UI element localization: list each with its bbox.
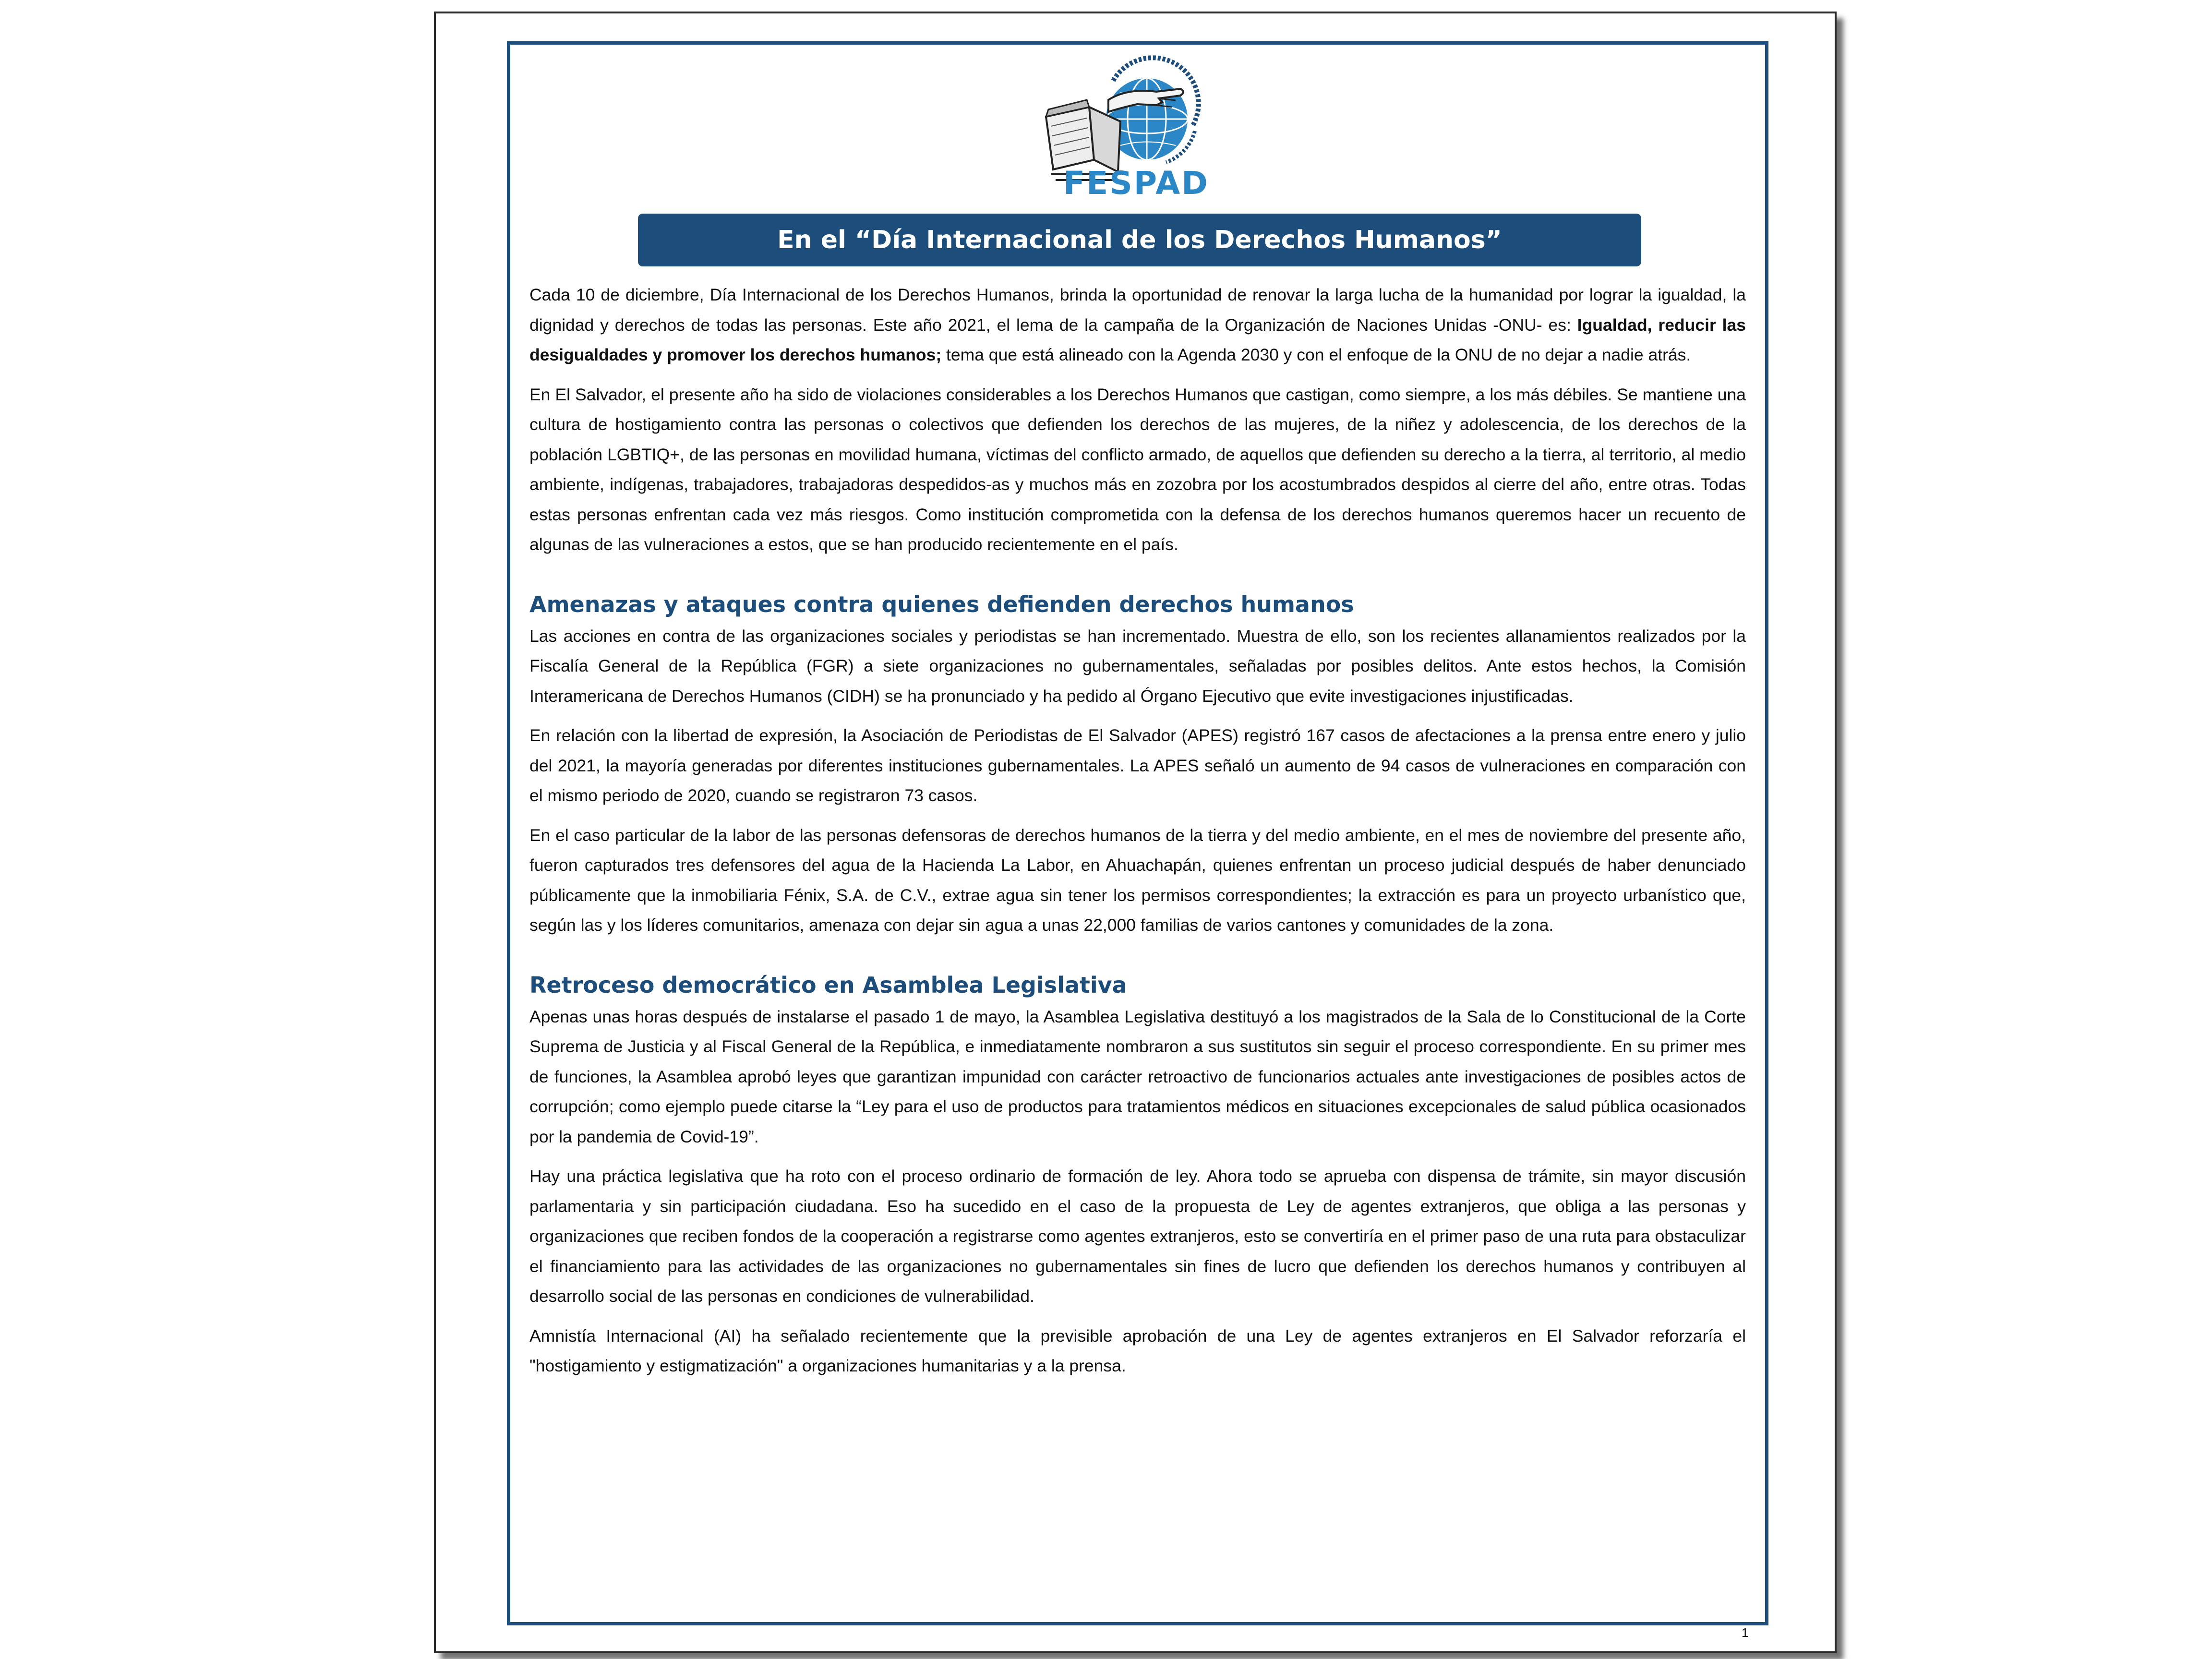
- intro-paragraph-2: En El Salvador, el presente año ha sido de violaciones considerables a los Derechos Humanos que castigan, como siempre, a los más débiles. Se mantiene una cultura de hostigamiento contra las personas o colectivos que defienden los derechos de las mujeres, de la niñez y adolescencia, de los derechos de la población LGBTIQ+, de las personas en movilidad humana, víctimas del conflicto armado, de aquellos que defienden su derecho a la tierra, al territorio, al medio ambiente, indígenas, trabajadores, trabajadoras despedidos-as y muchos más en zozobra por los acostumbrados despidos al cierre del año, entre otras. Todas estas personas enfrentan cada vez más riesgos. Como institución comprometida con la defensa de los derechos humanos queremos hacer un recuento de algunas de las vulneraciones a estos, que se han producido recientemente en el país.: [529, 385, 1746, 554]
- intro-paragraph-1: [529, 280, 1746, 370]
- threats-paragraph-3: En el caso particular de la labor de las personas defensoras de derechos humanos de la tierra y del medio ambiente, en el mes de noviembre del presente año, fueron capturados tres defensores del agua de la Hacienda La Labor, en Ahuachapán, quienes enfrentan un proceso judicial después de haber denunciado públicamente que la inmobiliaria Fénix, S.A. de C.V., extrae agua sin tener los permisos correspondientes; la extracción es para un proyecto urbanístico que, según las y los líderes comunitarios, amenaza con dejar sin agua a unas 22,000 familias de varios cantones y comunidades de la zona.: [529, 825, 1746, 935]
- section-heading-democracy: Retroceso democrático en Asamblea Legislativa: [529, 972, 1127, 998]
- democracy-paragraph-1: Apenas unas horas después de instalarse el pasado 1 de mayo, la Asamblea Legislativa destituyó a los magistrados de la Sala de lo Constitucional de la Corte Suprema de Justicia y al Fiscal General de la República, e inmediatamente nombraron a sus sustitutos sin seguir el proceso correspondiente. En su primer mes de funciones, la Asamblea aprobó leyes que garantizan impunidad con carácter retroactivo de funcionarios actuales ante investigaciones de posibles actos de corrupción; como ejemplo puede citarse la “Ley para el uso de productos para tratamientos médicos en situaciones excepcionales de salud pública ocasionados por la pandemia de Covid-19”.: [529, 1007, 1746, 1146]
- document-title: En el “Día Internacional de los Derechos Humanos”: [638, 214, 1641, 266]
- page-border-frame: [507, 41, 1768, 1625]
- section-heading-threats: Amenazas y ataques contra quienes defienden derechos humanos: [529, 591, 1354, 617]
- threats-paragraph-2: En relación con la libertad de expresión, la Asociación de Periodistas de El Salvador (APES) registró 167 casos de afectaciones a la prensa entre enero y julio del 2021, la mayoría generadas por diferentes instituciones gubernamentales. La APES señaló un aumento de 94 casos de vulneraciones en comparación con el mismo periodo de 2020, cuando se registraron 73 casos.: [529, 726, 1746, 805]
- intro-text-b: tema que está alineado con la Agenda 2030 y con el enfoque de la ONU de no dejar a nadie atrás.: [941, 345, 1691, 364]
- page-number: 1: [1742, 1625, 1749, 1640]
- document-body: [529, 280, 1746, 1391]
- campaign-motto: Igualdad, reducir las desigualdades y promover los derechos humanos;: [529, 315, 1746, 364]
- threats-paragraph-1: Las acciones en contra de las organizaciones sociales y periodistas se han incrementado. Muestra de ello, son los recientes allanamientos realizados por la Fiscalía General de la República (FGR) a siete organizaciones no gubernamentales, señaladas por posibles delitos. Ante estos hechos, la Comisión Interamericana de Derechos Humanos (CIDH) se ha pronunciado y ha pedido al Órgano Ejecutivo que evite investigaciones injustificadas.: [529, 626, 1746, 706]
- democracy-paragraph-3: Amnistía Internacional (AI) ha señalado recientemente que la previsible aprobación de una Ley de agentes extranjeros en El Salvador reforzaría el "hostigamiento y estigmatización" a organizaciones humanitarias y a la prensa.: [529, 1326, 1746, 1375]
- intro-text-a: Cada 10 de diciembre, Día Internacional de los Derechos Humanos, brinda la oportunidad de renovar la larga lucha de la humanidad por lograr la igualdad, la dignidad y derechos de todas las personas. Este año 2021, el lema de la campaña de la Organización de Naciones Unidas -ONU- es:: [529, 285, 1746, 335]
- document-page: [434, 12, 1837, 1653]
- logo-wordmark: FESPAD: [1063, 165, 1209, 202]
- democracy-paragraph-2: Hay una práctica legislativa que ha roto con el proceso ordinario de formación de ley. Ahora todo se aprueba con dispensa de trámite, sin mayor discusión parlamentaria y sin participación ciudadana. Eso ha sucedido en el caso de la propuesta de Ley de agentes extranjeros, que obliga a las personas y organizaciones que reciben fondos de la cooperación a registrarse como agentes extranjeros, esto se convertiría en el primer paso de una ruta para obstaculizar el financiamiento para las actividades de las organizaciones no gubernamentales sin fines de lucro que defienden los derechos humanos y contribuyen al desarrollo social de las personas en condiciones de vulnerabilidad.: [529, 1166, 1746, 1306]
